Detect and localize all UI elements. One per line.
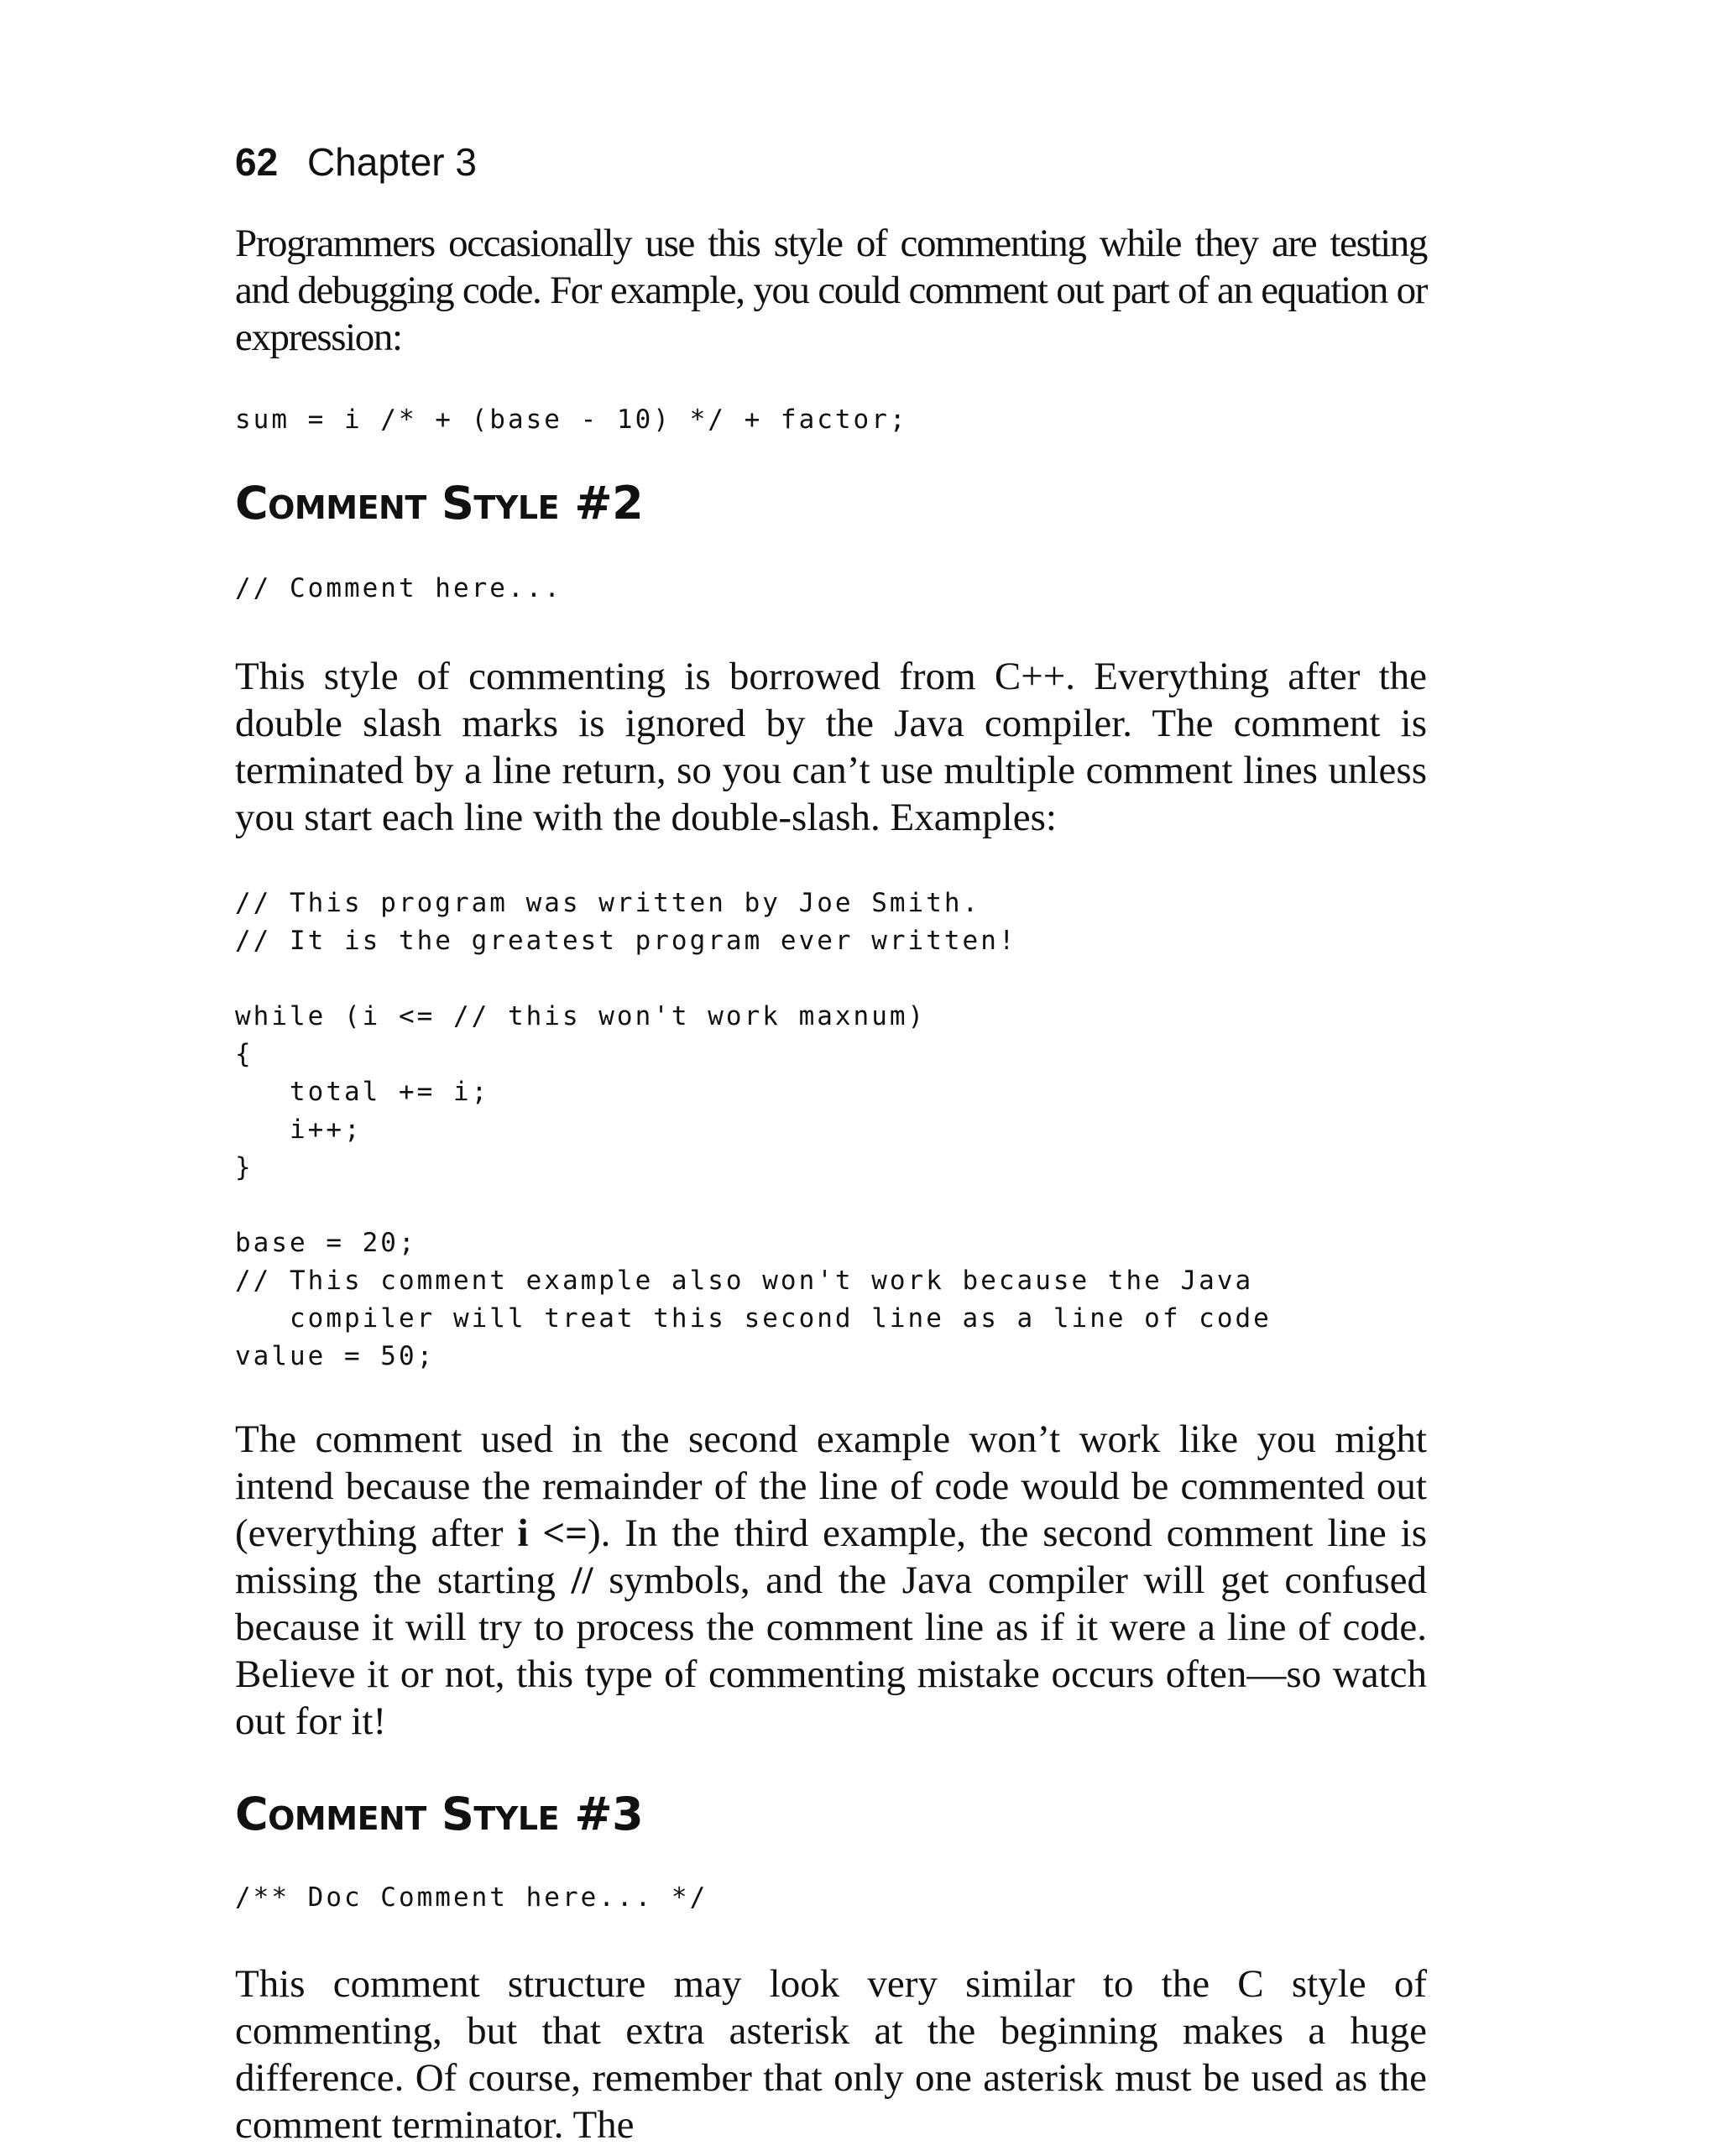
explanation-text-2: ). In the third example, the second comment line is missing the starting <box>235 1511 1428 1602</box>
code-style-3-syntax: /** Doc Comment here... */ <box>235 1882 708 1913</box>
code-example-multiline-mistake: base = 20; // This comment example also won't work because the Java compiler will treat this second line as a line of code value = 50; <box>235 1228 1272 1371</box>
style-2-description-paragraph: This style of commenting is borrowed from C++. Everything after the double slash marks is ignored by the Java compiler. The comment is terminated by a line return, so you can’t use multiple comment lines unless you start each line with the double-slash. Examples: <box>235 655 1427 839</box>
explanation-text-1: The comment used in the second example won’t work like you might intend because the remainder of the line of code would be commented out (everything after <box>235 1417 1427 1555</box>
examples-explanation-paragraph <box>235 1416 1427 1745</box>
running-head <box>235 140 1427 184</box>
intro-paragraph: Programmers occasionally use this style of commenting while they are testing and debugging code. For example, you could comment out part of an equation or expression: <box>235 222 1427 359</box>
explanation-bold-slashes: // <box>571 1558 593 1602</box>
chapter-label: Chapter 3 <box>306 140 477 184</box>
explanation-bold-operator: i <= <box>517 1511 588 1555</box>
code-example-header-comments: // This program was written by Joe Smith. // It is the greatest program ever written! <box>235 888 1017 956</box>
section-heading-comment-style-3: Comment Style #3 <box>235 1788 644 1840</box>
explanation-text-3: symbols, and the Java compiler will get confused because it will try to process the comment line as if it were a line of code. Believe it or not, this type of commenting mistake occurs often—so watch out for it! <box>235 1558 1427 1743</box>
style-3-description-paragraph: This comment structure may look very similar to the C style of commenting, but that extra asterisk at the beginning makes a huge difference. Of course, remember that only one asterisk must be used as the comment terminator. The <box>235 1962 1427 2147</box>
page-number: 62 <box>235 140 279 184</box>
book-page <box>235 140 1428 2148</box>
code-inline-comment-example: sum = i /* + (base - 10) */ + factor; <box>235 405 908 435</box>
section-heading-comment-style-2: Comment Style #2 <box>235 477 644 530</box>
code-example-while-loop: while (i <= // this won't work maxnum) { total += i; i++; } <box>235 1001 927 1182</box>
code-style-2-syntax: // Comment here... <box>235 573 562 603</box>
